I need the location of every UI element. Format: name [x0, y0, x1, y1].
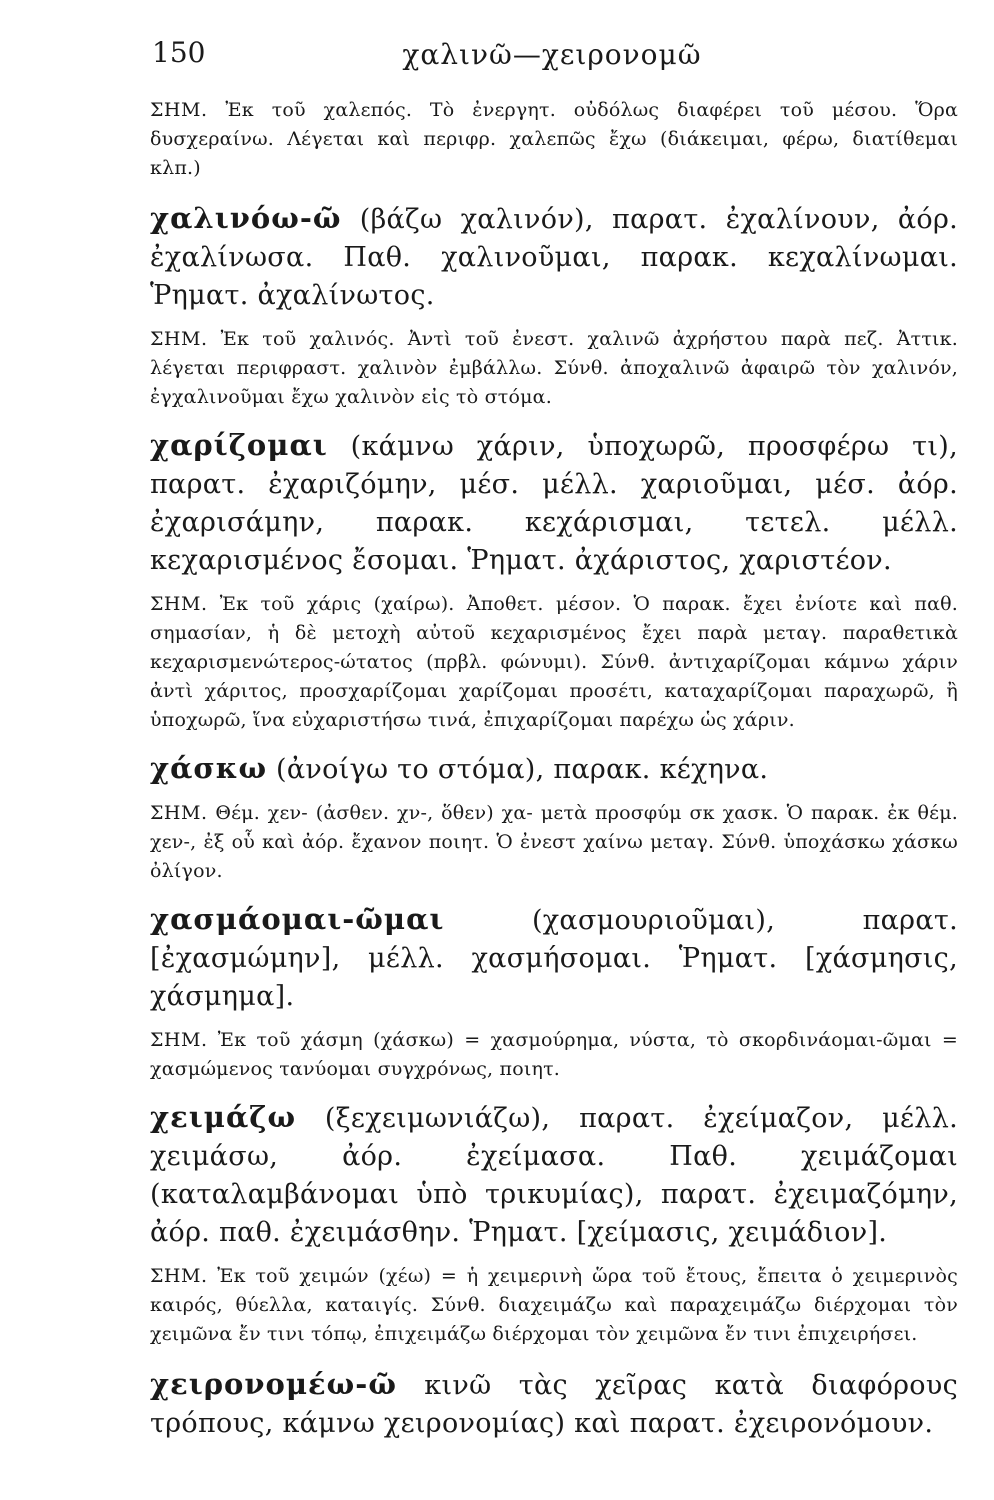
note-paragraph [150, 799, 958, 886]
entry-body: (ἀνοίγω το στόμα), παρακ. κέχηνα. [276, 754, 769, 785]
note-text: Ἐκ τοῦ χάρις (χαίρω). Ἀποθετ. μέσον. Ὁ παρακ. ἔχει ἐνίοτε καὶ παθ. σημασίαν, ἡ δὲ μετοχὴ αὐτοῦ κεχαρισμένος ἔχει παρὰ μεταγ. παραθετικὰ κεχαρισμενώτερος-ώτατος (πρβλ. φώνυμι). Σύνθ. ἀντιχαρίζομαι κάμνω χάριν ἀντὶ χάριτος, προσχαρίζομαι χαρίζομαι προσέτι, καταχαρίζομαι παραχωρῶ, ἢ ὑποχωρῶ, ἵνα εὐχαριστήσω τινά, ἐπιχαρίζομαι παρέχω ὡς χάριν. [150, 593, 958, 731]
note-label: ΣΗΜ. [150, 1265, 208, 1287]
note-paragraph [150, 1262, 958, 1349]
note-paragraph [150, 590, 958, 735]
entry-headword-paragraph [150, 900, 958, 1016]
entry-cheironomeo [150, 1365, 958, 1443]
note-text: Θέμ. χεν- (ἀσθεν. χν-, ὅθεν) χα- μετὰ προσφύμ σκ χασκ. Ὁ παρακ. ἐκ θέμ. χεν-, ἐξ οὗ καὶ ἀόρ. ἔχανον ποιητ. Ὁ ἐνεστ χαίνω μεταγ. Σύνθ. ὑποχάσκω χάσκω ὀλίγον. [150, 802, 958, 882]
entry-headword-paragraph [150, 1365, 958, 1443]
running-head: χαλινῶ—χειρονομῶ [402, 38, 702, 71]
page-body [150, 92, 958, 1443]
note-text: Ἐκ τοῦ χειμών (χέω) = ἡ χειμερινὴ ὥρα τοῦ ἔτους, ἔπειτα ὁ χειμερινὸς καιρός, θύελλα, καταιγίς. Σύνθ. διαχειμάζω καὶ παραχειμάζω διέρχομαι τὸν χειμῶνα ἔν τινι τόπῳ, ἐπιχειμάζω διέρχομαι τὸν χειμῶνα ἔν τινι ἐπιχειρήσει. [150, 1265, 958, 1345]
entry-lemma: χάσκω [150, 751, 268, 785]
page-number: 150 [152, 36, 206, 69]
note-paragraph [150, 1026, 958, 1084]
note-label: ΣΗΜ. [150, 593, 208, 615]
note-label: ΣΗΜ. [150, 1029, 208, 1051]
note-paragraph [150, 325, 958, 412]
note-label: ΣΗΜ. [150, 328, 208, 350]
note-text: Ἐκ τοῦ χάσμη (χάσκω) = χασμούρημα, νύστα, τὸ σκορδινάομαι-ῶμαι = χασμώμενος τανύομαι συγχρόνως, ποιητ. [150, 1029, 958, 1080]
entry-charizomai [150, 426, 958, 735]
entry-body: (βάζω χαλινόν), παρατ. ἐχαλίνουν, ἀόρ. ἐχαλίνωσα. Παθ. χαλινοῦμαι, παρακ. κεχαλίνωμαι. Ῥηματ. ἀχαλίνωτος. [150, 204, 958, 311]
page-header [150, 28, 954, 78]
entry-lemma: χειρονομέω-ῶ [150, 1367, 397, 1401]
note-text: Ἐκ τοῦ χαλεπός. Τὸ ἐνεργητ. οὐδόλως διαφέρει τοῦ μέσου. Ὅρα δυσχεραίνω. Λέγεται καὶ περιφρ. χαλεπῶς ἔχω (διάκειμαι, φέρω, διατίθεμαι κλπ.) [150, 99, 958, 179]
entry-lemma: χαρίζομαι [150, 428, 328, 462]
note-label: ΣΗΜ. [150, 802, 208, 824]
entry-body: κινῶ τὰς χεῖρας κατὰ διαφόρους τρόπους, κάμνω χειρονομίας) καὶ παρατ. ἐχειρονόμουν. [150, 1370, 958, 1439]
entry-lemma: χασμάομαι-ῶμαι [150, 902, 445, 936]
entry-headword-paragraph [150, 749, 958, 789]
note-label: ΣΗΜ. [150, 99, 208, 121]
entry-chalinoo [150, 199, 958, 412]
entry-cheimazo [150, 1098, 958, 1349]
note-text: Ἐκ τοῦ χαλινός. Ἀντὶ τοῦ ἐνεστ. χαλινῶ ἀχρήστου παρὰ πεζ. Ἀττικ. λέγεται περιφραστ. χαλινὸν ἐμβάλλω. Σύνθ. ἀποχαλινῶ ἀφαιρῶ τὸν χαλινόν, ἐγχαλινοῦμαι ἔχω χαλινὸν εἰς τὸ στόμα. [150, 328, 958, 408]
entry-chasko [150, 749, 958, 886]
entry-lemma: χαλινόω-ῶ [150, 201, 342, 235]
intro-note-block [150, 96, 958, 183]
entry-body: (ξεχειμωνιάζω), παρατ. ἐχείμαζον, μέλλ. χειμάσω, ἀόρ. ἐχείμασα. Παθ. χειμάζομαι (καταλαμβάνομαι ὑπὸ τρικυμίας), παρατ. ἐχειμαζόμην, ἀόρ. παθ. ἐχειμάσθην. Ῥηματ. [χείμασις, χειμάδιον]. [150, 1103, 958, 1248]
entry-headword-paragraph [150, 199, 958, 315]
entry-lemma: χειμάζω [150, 1100, 297, 1134]
entry-body: (χασμουριοῦμαι), παρατ. [ἐχασμώμην], μέλλ. χασμήσομαι. Ῥηματ. [χάσμησις, χάσμημα]. [150, 905, 958, 1012]
entry-body: (κάμνω χάριν, ὑποχωρῶ, προσφέρω τι), παρατ. ἐχαριζόμην, μέσ. μέλλ. χαριοῦμαι, μέσ. ἀόρ. ἐχαρισάμην, παρακ. κεχάρισμαι, τετελ. μέλλ. κεχαρισμένος ἔσομαι. Ῥηματ. ἀχάριστος, χαριστέον. [150, 431, 958, 576]
entry-chasmaomai [150, 900, 958, 1084]
note-paragraph [150, 96, 958, 183]
entry-headword-paragraph [150, 1098, 958, 1252]
entry-headword-paragraph [150, 426, 958, 580]
